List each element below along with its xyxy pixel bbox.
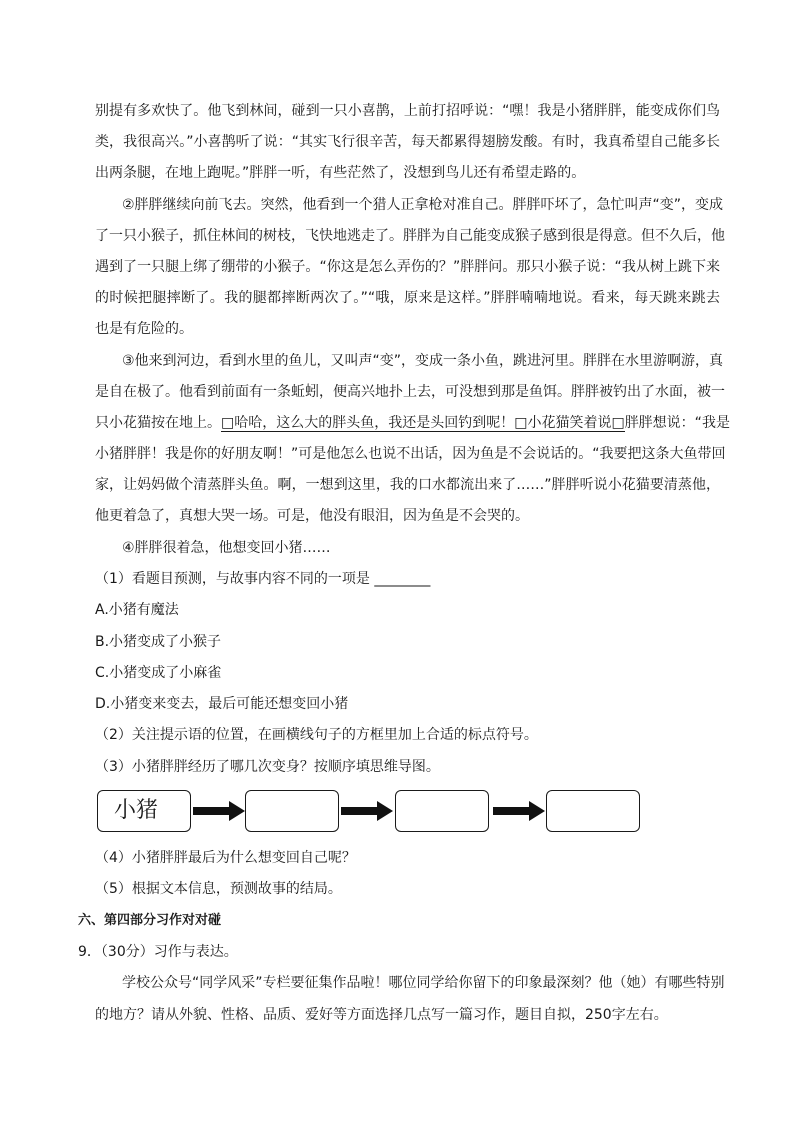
option-c: C.小猪变成了小麻雀 [95,665,222,681]
text-line: 了一只小猴子，抓住林间的树枝，飞快地逃走了。胖胖为自己能变成猴子感到很是得意。但不久后，他 [95,228,725,244]
option-d: D.小猪变来变去，最后可能还想变回小猪 [95,696,349,712]
text-segment: 胖胖想说：“我是 [624,415,730,431]
answer-blank[interactable]: ________ [374,571,431,587]
question-1 [95,569,430,589]
text-line: 的时候把腿摔断了。我的腿都摔断两次了。”“哦，原来是这样。”胖胖喃喃地说。看来，每天跳来跳去 [95,290,720,306]
mindmap-box-1 [97,790,191,832]
text-line: 学校公众号“同学风采”专栏要征集作品啦！哪位同学给你留下的印象最深刻？他（她）有哪些特别 [122,975,725,991]
question-9-header: 9．（30分）习作与表达。 [78,944,238,960]
text-line: 遇到了一只腿上绑了绷带的小猴子。“你这是怎么弄伤的？”胖胖问。那只小猴子说：“我从树上跳下来 [95,259,720,275]
text-line: 类，我很高兴。”小喜鹊听了说：“其实飞行很辛苦，每天都累得翅膀发酸。有时，我真希望自己能多长 [95,134,720,150]
question-text: （1）看题目预测，与故事内容不同的一项是 [95,571,370,587]
text-line: ③他来到河边，看到水里的鱼儿，又叫声“变”，变成一条小鱼，跳进河里。胖胖在水里游啊游，真 [122,353,724,369]
text-line [95,413,730,433]
text-line: 是自在极了。他看到前面有一条蚯蚓，便高兴地扑上去，可没想到那是鱼饵。胖胖被钓出了水面，被一 [95,384,725,400]
question-4: （4）小猪胖胖最后为什么想变回自己呢？ [95,850,356,866]
text-line: 别提有多欢快了。他飞到林间，碰到一只小喜鹊，上前打招呼说：“嘿！我是小猪胖胖，能变成你们鸟 [95,103,720,119]
text-line: 小猪胖胖！我是你的好朋友啊！”可是他怎么也说不出话，因为鱼是不会说话的。“我要把这条大鱼带回 [95,446,726,462]
text-line: 出两条腿，在地上跑呢。”胖胖一听，有些茫然了，没想到鸟儿还有希望走路的。 [95,165,586,181]
arrow-right-icon [341,801,393,821]
option-b: B.小猪变成了小猴子 [95,634,222,650]
mindmap-box-4[interactable] [546,790,640,832]
section-heading: 六、第四部分习作对对碰 [78,913,222,928]
text-segment: 只小花猫按在地上。 [95,415,221,431]
text-line: 也是有危险的。 [95,321,193,337]
mindmap-box-label: 小猪 [114,798,159,823]
question-2: （2）关注提示语的位置，在画横线句子的方框里加上合适的标点符号。 [95,727,538,743]
text-line: 的地方？请从外貌、性格、品质、爱好等方面选择几点写一篇习作，题目自拟，250字左右。 [95,1007,668,1023]
arrow-right-icon [193,801,245,821]
question-3: （3）小猪胖胖经历了哪几次变身？按顺序填思维导图。 [95,759,440,775]
mindmap-box-3[interactable] [395,790,489,832]
question-5: （5）根据文本信息，预测故事的结局。 [95,881,342,897]
option-a: A.小猪有魔法 [95,602,179,618]
text-line: ②胖胖继续向前飞去。突然，他看到一个猎人正拿枪对准自己。胖胖吓坏了，急忙叫声“变”，变成 [122,197,724,213]
text-line: 家，让妈妈做个清蒸胖头鱼。啊，一想到这里，我的口水都流出来了……”胖胖听说小花猫要清蒸他， [95,477,720,493]
mindmap-box-2[interactable] [245,790,339,832]
underlined-sentence: □哈哈，这么大的胖头鱼，我还是头回钓到呢！□小花猫笑着说□ [221,415,625,431]
text-line: 他更着急了，真想大哭一场。可是，他没有眼泪，因为鱼是不会哭的。 [95,508,529,524]
arrow-right-icon [493,801,545,821]
text-line: ④胖胖很着急，他想变回小猪…… [122,540,331,556]
